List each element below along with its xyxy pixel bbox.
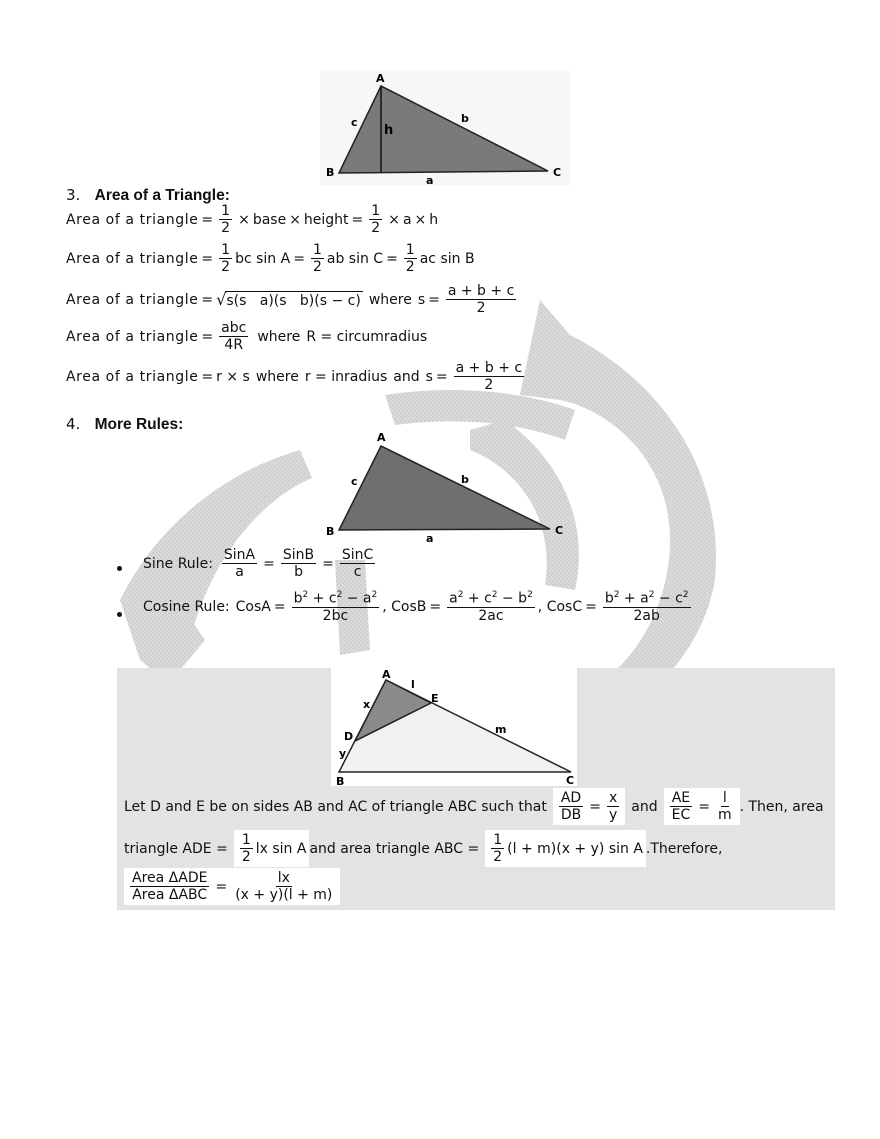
bullet bbox=[117, 612, 122, 617]
box-line-3: $\frac{\text{Area ΔADE}}{\text{Area ΔABC}}$ = $\frac{lx}{(x + y)(l + m)}$ bbox=[124, 868, 340, 905]
box-line-2: triangle ADE = $\frac{1}{2}$ lx sin A and area triangle ABC = $\frac{1}{2}$ (l + m)(x + y) sin A .Therefore, bbox=[124, 830, 722, 867]
height-label-h: h bbox=[384, 123, 394, 138]
area-formula-circumradius: Area of a triangle = $\frac{\text{abc}}{4R}$ where R = circumradius bbox=[66, 320, 428, 354]
section-4-number: 4. bbox=[66, 415, 81, 433]
vertex-label-b: B bbox=[326, 166, 335, 179]
side-label-b: b bbox=[461, 473, 469, 486]
fraction-half: $\frac{1}{2}$ bbox=[221, 203, 231, 237]
cosine-rule: Cosine Rule: CosA = $\frac{b^2 + c^2 - a^2}{2bc}$ , CosB = $\frac{a^2 + c^2 - b^2}{2ac}$ , CosC = $\frac{b^2 + a^2 - c^2}{2ab}$ bbox=[143, 590, 689, 624]
area-formula-1: Area of a triangle = $\frac{1}{2}$ × base × height = $\frac{1}{2}$ × a × h bbox=[66, 203, 439, 237]
side-label-a: a bbox=[426, 174, 434, 185]
box-line-1: Let D and E be on sides AB and AC of triangle ABC such that $\frac{AD}{DB}$ = $\frac{x}{y}$ and $\frac{AE}{EC}$ = $\frac{l}{m}$ . Then, area bbox=[124, 788, 824, 825]
vertex-label-a: A bbox=[377, 431, 386, 444]
side-label-c: c bbox=[351, 475, 358, 488]
bullet bbox=[117, 566, 122, 571]
area-formula-2: Area of a triangle = $\frac{1}{2}$ bc sin A = $\frac{1}{2}$ ab sin C = $\frac{1}{2}$ ac sin B bbox=[66, 242, 475, 276]
triangle-figure-ade bbox=[331, 668, 577, 786]
vertex-label-c: C bbox=[553, 166, 562, 179]
section-4-heading bbox=[66, 415, 183, 434]
vertex-label-b: B bbox=[336, 775, 345, 786]
vertex-label-e: E bbox=[431, 692, 439, 705]
side-label-x: x bbox=[363, 698, 371, 711]
sine-rule: Sine Rule: $\frac{\text{SinA}}{a}$ = $\frac{\text{SinB}}{b}$ = $\frac{\text{SinC}}{c}$ bbox=[143, 547, 374, 581]
side-label-c: c bbox=[351, 116, 358, 129]
triangle-figure-with-height bbox=[320, 70, 570, 185]
area-label: Area of a triangle bbox=[66, 211, 199, 228]
vertex-label-d: D bbox=[344, 730, 354, 743]
section-3-title: Area of a Triangle: bbox=[94, 187, 230, 204]
section-4-title: More Rules: bbox=[94, 416, 184, 433]
side-label-m: m bbox=[495, 723, 507, 736]
side-label-y: y bbox=[339, 747, 347, 760]
vertex-label-a: A bbox=[376, 72, 385, 85]
side-label-b: b bbox=[461, 112, 469, 125]
vertex-label-c: C bbox=[555, 524, 564, 537]
section-3-number: 3. bbox=[66, 186, 81, 204]
vertex-label-a: A bbox=[382, 668, 391, 681]
vertex-label-b: B bbox=[326, 525, 335, 538]
triangle-figure-abc bbox=[322, 428, 572, 543]
area-formula-heron: Area of a triangle = √ s(s a)(s b)(s − c) where s = $\frac{a + b + c}{2}$ bbox=[66, 283, 515, 317]
vertex-label-c: C bbox=[566, 774, 575, 786]
area-formula-inradius: Area of a triangle = r × s where r = inradius and s = $\frac{a + b + c}{2}$ bbox=[66, 360, 523, 394]
side-label-l: l bbox=[411, 678, 415, 691]
fraction-half: $\frac{1}{2}$ bbox=[371, 203, 381, 237]
side-label-a: a bbox=[426, 532, 434, 543]
